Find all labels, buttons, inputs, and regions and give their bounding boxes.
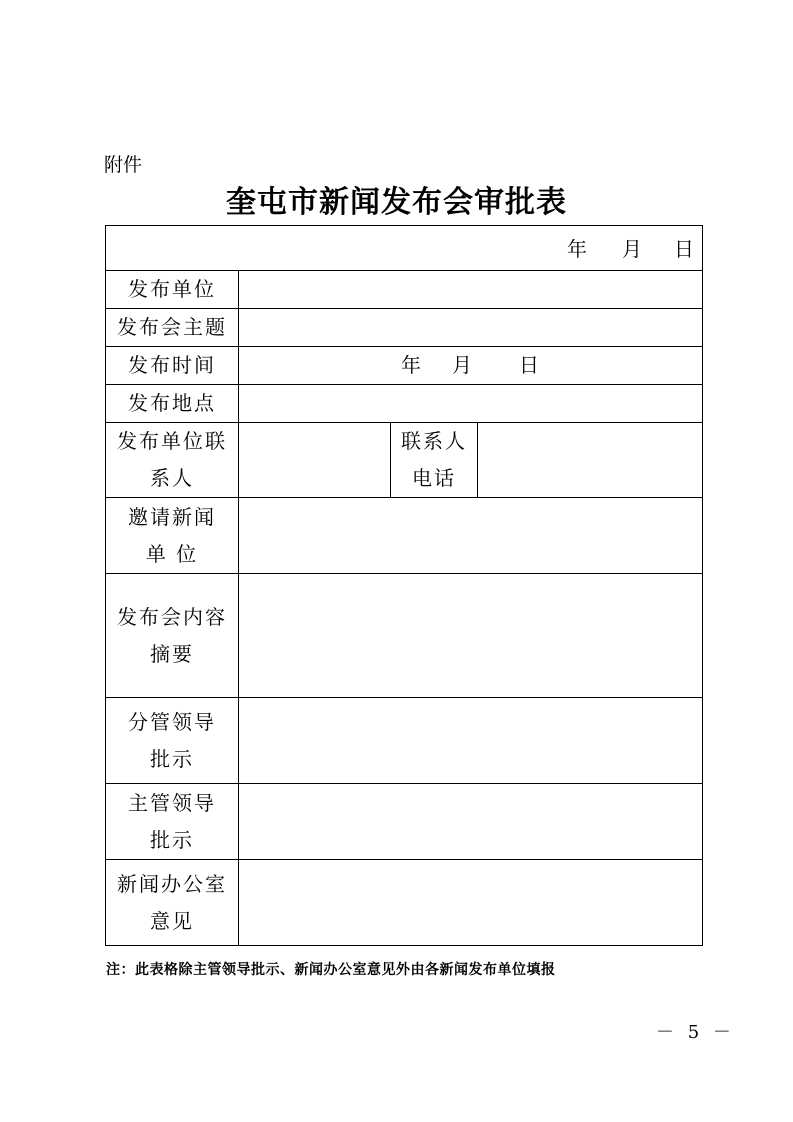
approval-form-table [105, 225, 703, 946]
label-contact [106, 423, 239, 498]
label-invite-line2: 单 位 [145, 541, 199, 566]
form-date-cell[interactable] [106, 226, 703, 271]
row-unit [106, 271, 703, 309]
form-date-month: 月 [622, 237, 642, 261]
row-topic [106, 309, 703, 347]
time-year: 年 [401, 353, 421, 377]
field-contact[interactable] [239, 423, 391, 498]
label-unit: 发布单位 [106, 271, 239, 309]
form-date-day: 日 [674, 237, 694, 261]
row-invite [106, 498, 703, 574]
label-leader-line2: 批示 [150, 746, 194, 771]
label-time: 发布时间 [106, 347, 239, 385]
field-phone[interactable] [478, 423, 703, 498]
label-phone-line1: 联系人 [401, 429, 467, 453]
label-topic: 发布会主题 [106, 309, 239, 347]
field-chief[interactable] [239, 784, 703, 860]
page-number: － 5 － [656, 1022, 735, 1043]
row-chief [106, 784, 703, 860]
page-title: 奎屯市新闻发布会审批表 [226, 185, 567, 220]
row-time [106, 347, 703, 385]
attachment-label: 附件 [104, 154, 143, 176]
label-place: 发布地点 [106, 385, 239, 423]
time-day: 日 [519, 353, 539, 377]
field-topic[interactable] [239, 309, 703, 347]
row-leader [106, 698, 703, 784]
label-contact-line1: 发布单位联 [117, 429, 227, 453]
label-phone [391, 423, 478, 498]
label-chief-line1: 主管领导 [128, 790, 216, 815]
field-place[interactable] [239, 385, 703, 423]
label-summary-line1: 发布会内容 [117, 604, 227, 629]
label-office-line1: 新闻办公室 [117, 871, 227, 896]
label-office [106, 860, 239, 946]
label-office-line2: 意见 [150, 908, 194, 933]
time-month: 月 [452, 353, 472, 377]
label-summary [106, 574, 239, 698]
label-leader-line1: 分管领导 [128, 709, 216, 734]
label-summary-line2: 摘要 [150, 641, 194, 666]
field-unit[interactable] [239, 271, 703, 309]
row-contact [106, 423, 703, 498]
field-invite[interactable] [239, 498, 703, 574]
label-invite [106, 498, 239, 574]
field-office[interactable] [239, 860, 703, 946]
label-invite-line1: 邀请新闻 [128, 504, 216, 529]
row-office [106, 860, 703, 946]
field-summary[interactable] [239, 574, 703, 698]
field-leader[interactable] [239, 698, 703, 784]
label-chief-line2: 批示 [150, 827, 194, 852]
form-date-row [106, 226, 703, 271]
field-time[interactable] [239, 347, 703, 385]
label-phone-line2: 电话 [412, 466, 456, 490]
label-contact-line2: 系人 [150, 466, 194, 490]
row-summary [106, 574, 703, 698]
footnote: 注：此表格除主管领导批示、新闻办公室意见外由各新闻发布单位填报 [106, 962, 556, 978]
form-date-year: 年 [567, 237, 587, 261]
row-place [106, 385, 703, 423]
label-chief [106, 784, 239, 860]
label-leader [106, 698, 239, 784]
